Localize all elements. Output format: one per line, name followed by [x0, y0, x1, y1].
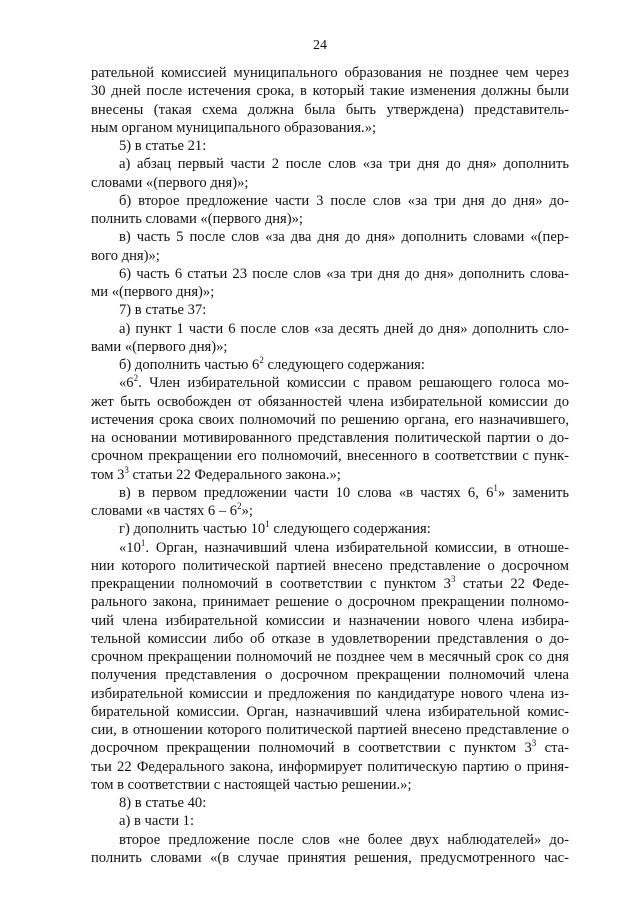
- text-line: сии, в отношении которого политической партией внесено представление о: [91, 722, 569, 738]
- text-line: б) дополнить частью $6^2$ следующего содержания:: [119, 355, 425, 373]
- text-line: прекращении полномочий в соответствии с пунктом $3^3$ статьи 22 Феде-: [91, 574, 569, 592]
- text-line: жет быть освобожден от обязанностей члена избирательной комиссии до: [91, 393, 569, 410]
- text-line: рательной комиссией муниципального образования не позднее чем через: [91, 65, 569, 81]
- text-line: том в соответствии с настоящей частью решении.»;: [91, 776, 412, 793]
- text-line: внесены (такая схема должна была быть утверждена) представитель-: [91, 101, 569, 118]
- text-line: а) в части 1:: [119, 813, 195, 830]
- text-line: получения представления о досрочном прекращении полномочий члена: [91, 667, 569, 684]
- document-body: [91, 64, 569, 867]
- text-line: в) часть 5 после слов «за два дня до дня» дополнить словами «(пер-: [119, 229, 569, 246]
- text-line: словами «(первого дня)»;: [91, 174, 249, 191]
- text-line: 7) в статье 37:: [119, 302, 207, 319]
- text-line: «$6^2$. Член избирательной комиссии с правом решающего голоса мо-: [119, 373, 569, 392]
- text-line: 5) в статье 21:: [119, 138, 207, 154]
- text-line: словами «в частях $6 - 6^2$»;: [91, 501, 253, 519]
- text-line: 6) часть 6 статьи 23 после слов «за три дня до дня» дополнить слова-: [119, 265, 569, 282]
- text-line: нии которого политической партией внесено представление о досрочном: [91, 557, 569, 574]
- text-line: тельной комиссии либо об отказе в удовлетворении представления о до-: [91, 630, 569, 647]
- page-number: 24: [313, 38, 327, 53]
- text-line: 30 дней после истечения срока, в который такие изменения должны были: [91, 83, 569, 100]
- text-line: на основании мотивированного представления политической партии о до-: [91, 430, 569, 446]
- text-line: полнить словами «(в случае принятия решения, предусмотренного час-: [91, 849, 569, 866]
- text-line: а) пункт 1 части 6 после слов «за десять дней до дня» дополнить сло-: [119, 320, 569, 337]
- text-line: тьи 22 Федерального закона, информирует политическую партию о приня-: [91, 758, 569, 775]
- text-line: том $3^3$ статьи 22 Федерального закона.»;: [91, 464, 341, 483]
- text-line: избирательной комиссии и предложения по кандидатуре нового члена из-: [91, 685, 569, 702]
- text-line: г) дополнить частью $10^1$ следующего содержания:: [119, 519, 431, 538]
- text-line: срочном прекращении его полномочий, внесенного в соответствии с пунк-: [91, 448, 569, 465]
- text-line: б) второе предложение части 3 после слов «за три дня до дня» до-: [119, 192, 569, 209]
- text-line: бирательной комиссии. Орган, назначивший члена избирательной комис-: [91, 703, 569, 720]
- text-line: второе предложение после слов «не более двух наблюдателей» до-: [119, 831, 569, 848]
- text-line: ным органом муниципального образования.»;: [91, 119, 377, 136]
- text-line: чий члена избирательной комиссии и назначении нового члена избира-: [91, 612, 569, 629]
- text-line: ми «(первого дня)»;: [91, 284, 215, 300]
- text-line: а) абзац первый части 2 после слов «за три дня до дня» дополнить: [119, 156, 569, 173]
- text-line: полнить словами «(первого дня)»;: [91, 211, 303, 227]
- text-line: срочном прекращении полномочий не позднее чем в месячный срок со дня: [91, 649, 569, 665]
- text-line: в) в первом предложении части 10 слова «в частях 6, $6^1$» заменить: [119, 482, 570, 501]
- text-line: вого дня)»;: [91, 247, 160, 264]
- text-line: истечения срока своих полномочий по решению органа, его назначившего,: [91, 411, 569, 428]
- text-line: досрочном прекращении полномочий в соответствии с пунктом $3^3$ ста-: [91, 738, 569, 757]
- text-line: 8) в статье 40:: [119, 795, 207, 811]
- text-line: рального закона, принимает решение о досрочном прекращении полномо-: [91, 594, 569, 611]
- text-line: вами «(первого дня)»;: [91, 338, 228, 355]
- text-line: «$10^1$. Орган, назначивший члена избирательной комиссии, в отноше-: [119, 537, 569, 556]
